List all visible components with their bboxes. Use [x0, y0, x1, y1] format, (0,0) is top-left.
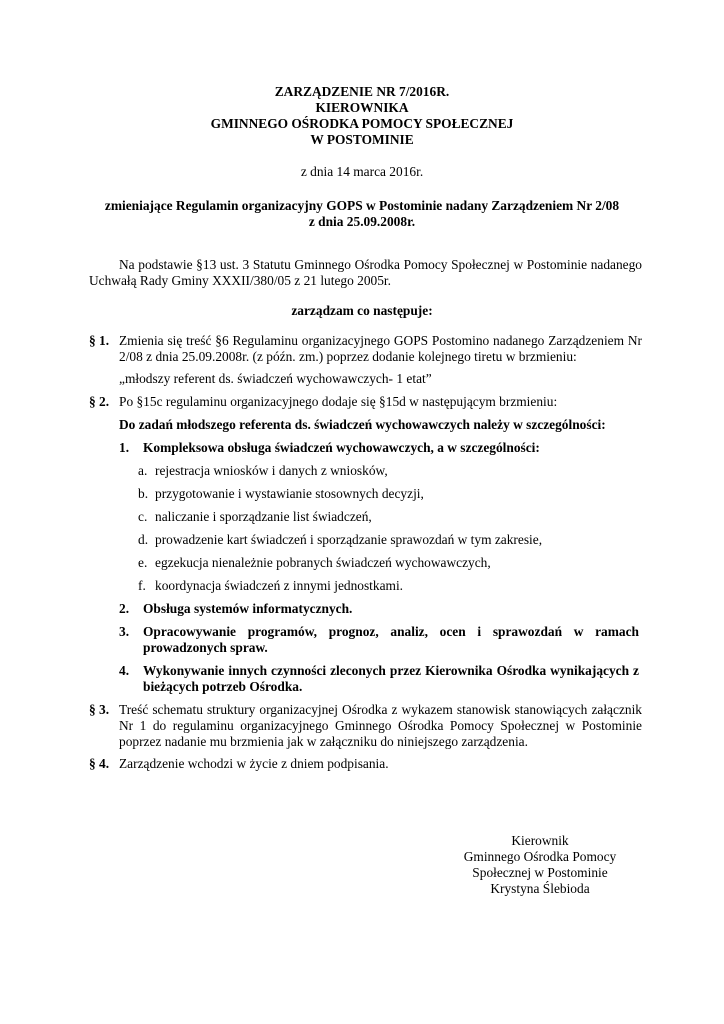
signature-institution-1: Gminnego Ośrodka Pomocy	[463, 849, 617, 864]
subitem-text: naliczanie i sporządzanie list świadczeń,	[155, 509, 372, 524]
section-text: Zmienia się treść §6 Regulaminu organizacyjnego GOPS Postomino nadanego Zarządzeniem Nr 2/08 z dnia 25.09.2008r. (z późn. zm.) poprzez dodanie kolejnego tiretu w brzmieniu:	[119, 333, 642, 364]
subitem-letter: e.	[138, 555, 148, 570]
task-number: 1.	[119, 440, 130, 455]
document-date: z dnia 14 marca 2016r.	[300, 164, 424, 179]
section-text: Po §15c regulaminu organizacyjnego dodaje się §15d w następującym brzmieniu:	[119, 394, 558, 409]
subitem-text: egzekucja nienależnie pobranych świadczeń wychowawczych,	[155, 555, 491, 570]
section-number: § 4.	[89, 756, 110, 771]
task-text: Opracowywanie programów, prognoz, analiz, ocen i sprawozdań w ramach prowadzonych spraw.	[143, 624, 639, 655]
subitem-letter: d.	[138, 532, 149, 547]
section-text: Treść schematu struktury organizacyjnej Ośrodka z wykazem stanowisk stanowiących załącznik Nr 1 do regulaminu organizacyjnego Gminnego Ośrodka Pomocy Społecznej w Postominie poprzez nadanie mu brzmienia jak w załączniku do niniejszego zarządzenia.	[119, 702, 642, 749]
task-text: Wykonywanie innych czynności zleconych przez Kierownika Ośrodka wynikających z bieżących potrzeb Ośrodka.	[143, 663, 639, 694]
section-text: Zarządzenie wchodzi w życie z dniem podpisania.	[119, 756, 389, 771]
subitem-text: prowadzenie kart świadczeń i sporządzanie sprawozdań w tym zakresie,	[155, 532, 543, 547]
document-subject	[0, 198, 724, 230]
header-location: W POSTOMINIE	[310, 132, 414, 147]
signature-role: Kierownik	[511, 833, 569, 848]
signature-name: Krystyna Ślebioda	[490, 881, 590, 896]
task-text: Kompleksowa obsługa świadczeń wychowawczych, a w szczególności:	[143, 440, 540, 455]
header-issuer: KIEROWNIKA	[315, 100, 409, 115]
legal-basis: Na podstawie §13 ust. 3 Statutu Gminnego Ośrodka Pomocy Społecznej w Postominie nadanego Uchwałą Rady Gminy XXXII/380/05 z 21 lutego 2005r.	[89, 257, 642, 288]
subitem-letter: c.	[138, 509, 148, 524]
section-number: § 2.	[89, 394, 110, 409]
signature-block	[440, 833, 640, 897]
header-title: ZARZĄDZENIE NR 7/2016R.	[274, 84, 450, 99]
section-1-quote: „młodszy referent ds. świadczeń wychowawczych- 1 etat”	[119, 371, 432, 386]
section-number: § 3.	[89, 702, 110, 717]
subitem-letter: a.	[138, 463, 148, 478]
task-number: 2.	[119, 601, 130, 616]
task-text: Obsługa systemów informatycznych.	[143, 601, 353, 616]
subitem-text: koordynacja świadczeń z innymi jednostkami.	[155, 578, 404, 593]
task-number: 3.	[119, 624, 130, 639]
subitem-text: rejestracja wniosków i danych z wniosków,	[155, 463, 388, 478]
section-number: § 1.	[89, 333, 110, 348]
subitem-letter: b.	[138, 486, 149, 501]
subitem-letter: f.	[138, 578, 146, 593]
section-2-heading: Do zadań młodszego referenta ds. świadczeń wychowawczych należy w szczególności:	[119, 417, 606, 432]
subject-line-1: zmieniające Regulamin organizacyjny GOPS w Postominie nadany Zarządzeniem Nr 2/08	[104, 198, 620, 213]
subitem-text: przygotowanie i wystawianie stosownych decyzji,	[155, 486, 424, 501]
signature-institution-2: Społecznej w Postominie	[472, 865, 608, 880]
document-header	[0, 84, 724, 148]
header-institution: GMINNEGO OŚRODKA POMOCY SPOŁECZNEJ	[210, 116, 514, 131]
subject-line-2: z dnia 25.09.2008r.	[308, 214, 416, 229]
decree-phrase: zarządzam co następuje:	[291, 303, 433, 318]
task-number: 4.	[119, 663, 130, 678]
